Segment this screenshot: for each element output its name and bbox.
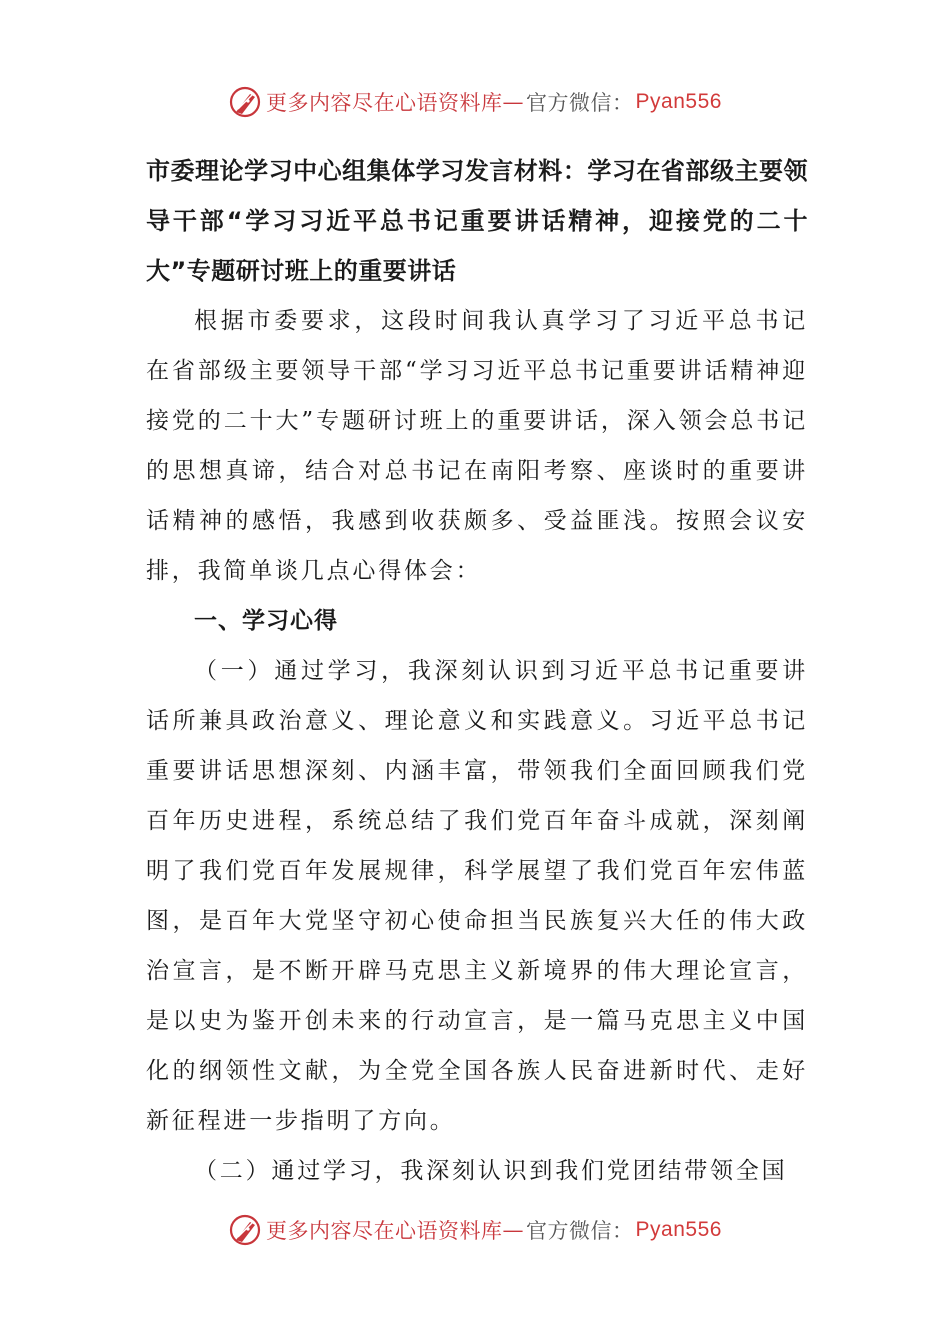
document-body (146, 146, 808, 1196)
watermark-dash: — (502, 1218, 525, 1242)
pen-nib-logo-icon (228, 85, 262, 119)
watermark-header (0, 82, 950, 122)
section-heading: 一、学习心得 (194, 608, 338, 634)
watermark-dash: — (502, 90, 525, 114)
point-2-paragraph: （二）通过学习，我深刻认识到我们党团结带领全国 (194, 1158, 788, 1184)
watermark-brand: 更多内容尽在心语资料库 (266, 91, 503, 115)
intro-paragraph: 根据市委要求，这段时间我认真学习了习近平总书记在省部级主要领导干部“学习习近平总书记重要讲话精神迎接党的二十大”专题研讨班上的重要讲话，深入领会总书记的思想真谛，结合对总书记在南阳考察、座谈时的重要讲话精神的感悟，我感到收获颇多、受益匪浅。按照会议安排，我简单谈几点心得体会： (146, 308, 808, 584)
watermark-brand: 更多内容尽在心语资料库 (266, 1219, 503, 1243)
point-1-paragraph: （一）通过学习，我深刻认识到习近平总书记重要讲话所兼具政治意义、理论意义和实践意义。习近平总书记重要讲话思想深刻、内涵丰富，带领我们全面回顾我们党百年历史进程，系统总结了我们党百年奋斗成就，深刻阐明了我们党百年发展规律，科学展望了我们党百年宏伟蓝图，是百年大党坚守初心使命担当民族复兴大任的伟大政治宣言，是不断开辟马克思主义新境界的伟大理论宣言，是以史为鉴开创未来的行动宣言，是一篇马克思主义中国化的纲领性文献，为全党全国各族人民奋进新时代、走好新征程进一步指明了方向。 (146, 658, 808, 1134)
watermark-footer (0, 1210, 950, 1250)
watermark-wechat-id: Pyan556 (635, 1218, 722, 1241)
watermark-official-label: 官方微信： (526, 1219, 634, 1243)
pen-nib-logo-icon (228, 1213, 262, 1247)
document-title: 市委理论学习中心组集体学习发言材料：学习在省部级主要领导干部“学习习近平总书记重要讲话精神，迎接党的二十大”专题研讨班上的重要讲话 (146, 157, 808, 285)
watermark-wechat-id: Pyan556 (635, 90, 722, 113)
watermark-official-label: 官方微信： (526, 91, 634, 115)
